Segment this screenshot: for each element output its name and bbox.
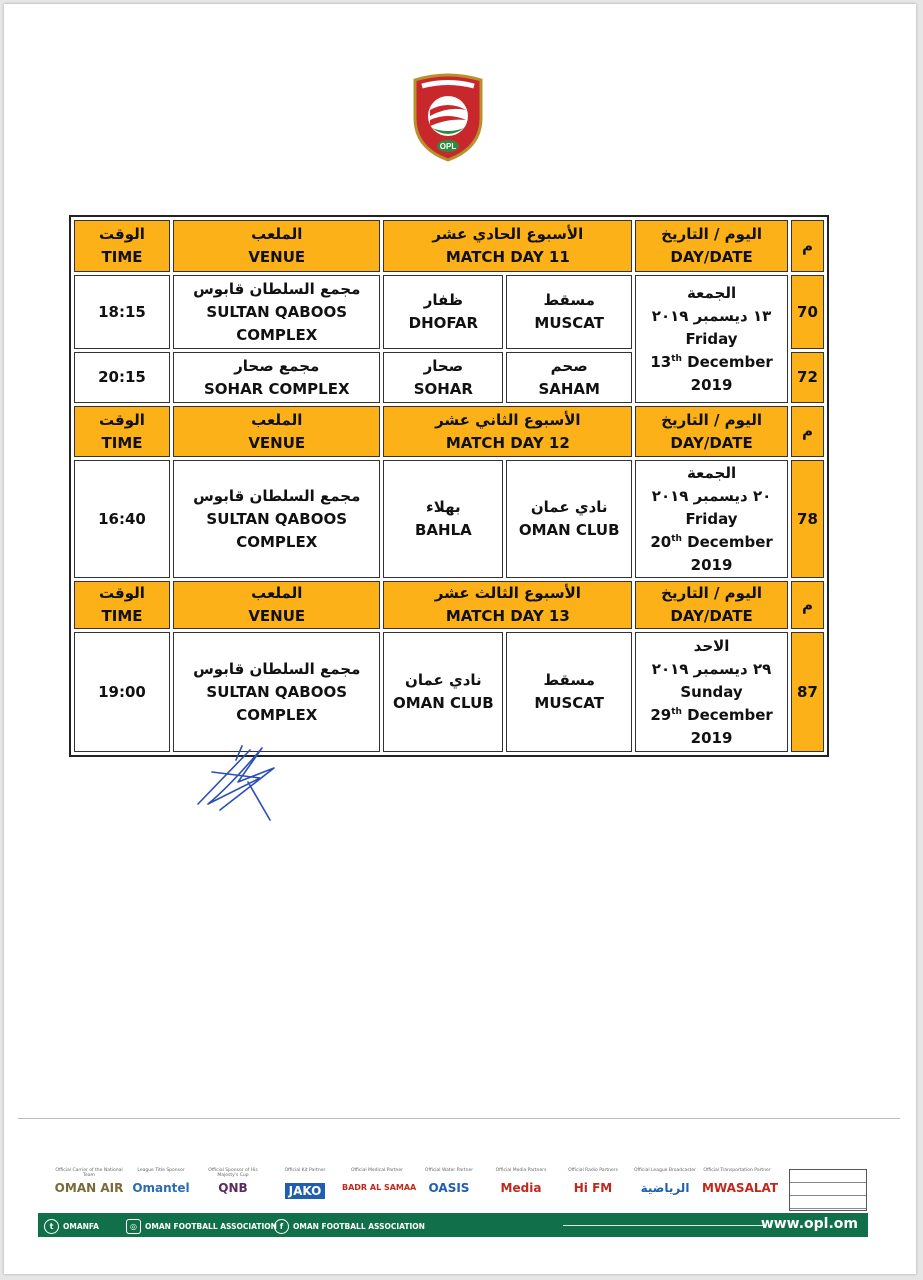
- sponsor-name: BADR AL SAMAA: [342, 1183, 417, 1192]
- venue-en: SULTAN QABOOS: [206, 302, 348, 321]
- sponsor-strip: [54, 1168, 779, 1208]
- sponsor-logo: [630, 1168, 700, 1196]
- date-year: 2019: [690, 375, 733, 394]
- match-date: [635, 460, 788, 578]
- date-header-ar: اليوم / التاريخ: [661, 410, 762, 429]
- sponsor-logo: [342, 1168, 417, 1196]
- venue-header-en: VENUE: [248, 607, 306, 625]
- venue-header: [173, 406, 380, 457]
- away-team-en: SOHAR: [413, 379, 473, 398]
- venue-ar: مجمع السلطان قابوس: [193, 279, 361, 298]
- away-team-ar: صحار: [423, 356, 464, 375]
- match-row: [74, 275, 824, 349]
- home-team-ar: مسقط: [543, 671, 595, 689]
- venue-ar: مجمع السلطان قابوس: [193, 659, 361, 678]
- twitter-link[interactable]: [44, 1219, 99, 1234]
- day-en: Sunday: [680, 682, 743, 701]
- home-team-ar: نادي عمان: [530, 498, 608, 516]
- date-sup: th: [671, 353, 682, 364]
- away-team: [383, 275, 503, 349]
- date-en: [638, 704, 785, 727]
- day-ar: الجمعة: [686, 283, 737, 302]
- day-en: Friday: [685, 509, 738, 528]
- time-header: [74, 220, 170, 272]
- away-team-en: OMAN CLUB: [392, 694, 494, 712]
- venue-header-ar: الملعب: [251, 225, 303, 243]
- footer-bar: [38, 1213, 868, 1237]
- venue-ar: مجمع السلطان قابوس: [193, 486, 361, 505]
- venue-header-en: VENUE: [248, 248, 306, 266]
- match-time: 20:15: [74, 352, 170, 403]
- date-month: December: [687, 352, 773, 371]
- twitter-icon: t: [44, 1219, 59, 1234]
- sponsor-name: OASIS: [428, 1181, 470, 1195]
- venue-header-ar: الملعب: [251, 410, 303, 429]
- venue-ar: مجمع صحار: [234, 356, 320, 375]
- time-header: [74, 581, 170, 629]
- sponsor-logo: [414, 1168, 484, 1196]
- matchday-header: [383, 406, 632, 457]
- num-header: م: [791, 406, 824, 457]
- time-header-ar: الوقت: [99, 584, 145, 602]
- sponsor-caption: Official Medical Partner: [350, 1168, 404, 1173]
- match-number: 78: [791, 460, 824, 578]
- away-team: [383, 352, 503, 403]
- home-team-ar: مسقط: [543, 291, 595, 309]
- date-day: 20: [650, 532, 672, 551]
- sponsor-name: Hi FM: [573, 1181, 613, 1195]
- sponsor-caption: Official Sponsor of His Majesty's Cup: [208, 1168, 258, 1178]
- venue-header-ar: الملعب: [251, 584, 303, 602]
- time-header-en: TIME: [101, 433, 143, 452]
- sponsor-caption: Official Kit Partner: [284, 1168, 326, 1173]
- match-venue: [173, 352, 380, 403]
- website-link[interactable]: www.opl.om: [760, 1216, 858, 1232]
- facebook-handle: OMAN FOOTBALL ASSOCIATION: [293, 1222, 425, 1231]
- venue-en: SULTAN QABOOS: [206, 682, 348, 701]
- away-team: [383, 632, 503, 752]
- home-team-en: OMAN CLUB: [518, 521, 620, 539]
- document-page: [4, 4, 916, 1274]
- sponsor-caption: Official Water Partner: [424, 1168, 474, 1173]
- date-ar: ٢٠ ديسمبر ٢٠١٩: [651, 486, 772, 505]
- sponsor-name: JAKO: [285, 1183, 326, 1199]
- sponsor-name: OMAN AIR: [54, 1181, 124, 1195]
- signature: [190, 742, 290, 822]
- date-ar: ١٣ ديسمبر ٢٠١٩: [651, 306, 772, 325]
- instagram-icon: ◎: [126, 1219, 141, 1234]
- footer-line: [563, 1225, 763, 1226]
- venue-header: [173, 220, 380, 272]
- matchday-header: [383, 220, 632, 272]
- venue-header: [173, 581, 380, 629]
- schedule-table: [69, 215, 829, 757]
- matchday-title-ar: الأسبوع الثالث عشر: [434, 584, 581, 602]
- sponsor-logo: [270, 1168, 340, 1199]
- sponsor-name: MWASALAT: [702, 1181, 779, 1195]
- sponsor-caption: Official Radio Partners: [568, 1168, 618, 1173]
- venue-header-en: VENUE: [248, 433, 306, 452]
- match-time: 18:15: [74, 275, 170, 349]
- date-header: [635, 220, 788, 272]
- match-venue: [173, 632, 380, 752]
- time-header-ar: الوقت: [99, 410, 145, 429]
- sponsor-caption: Official Carrier of the National Team: [55, 1168, 123, 1178]
- date-header-en: DAY/DATE: [670, 248, 753, 266]
- facebook-link[interactable]: [274, 1219, 425, 1234]
- date-header-ar: اليوم / التاريخ: [661, 225, 762, 243]
- match-date: [635, 275, 788, 403]
- day-en: Friday: [685, 329, 738, 348]
- match-row: [74, 460, 824, 578]
- stamp-box: [789, 1169, 867, 1211]
- sponsor-logo: [486, 1168, 556, 1196]
- date-en: [638, 351, 785, 374]
- away-team: [383, 460, 503, 578]
- date-year: 2019: [690, 555, 733, 574]
- match-number: 72: [791, 352, 824, 403]
- matchday-title-ar: الأسبوع الحادي عشر: [432, 225, 584, 243]
- date-sup: th: [671, 706, 682, 717]
- time-header: [74, 406, 170, 457]
- sponsor-logo: [126, 1168, 196, 1196]
- sponsor-name: Media: [500, 1181, 542, 1195]
- match-date: [635, 632, 788, 752]
- sponsor-caption: Official League Broadcaster: [633, 1168, 697, 1173]
- match-venue: [173, 460, 380, 578]
- home-team-en: MUSCAT: [534, 694, 604, 712]
- date-ar: ٢٩ ديسمبر ٢٠١٩: [651, 659, 772, 678]
- venue-en-2: COMPLEX: [236, 325, 318, 344]
- away-team-en: DHOFAR: [408, 314, 479, 332]
- match-venue: [173, 275, 380, 349]
- instagram-link[interactable]: [126, 1219, 277, 1234]
- date-header-ar: اليوم / التاريخ: [661, 584, 762, 602]
- date-month: December: [687, 532, 773, 551]
- sponsor-name: الرياضية: [640, 1181, 690, 1195]
- venue-en-2: COMPLEX: [236, 532, 318, 551]
- sponsor-caption: Official Transportation Partner: [703, 1168, 771, 1173]
- date-year: 2019: [690, 728, 733, 747]
- match-row: [74, 632, 824, 752]
- date-day: 13: [650, 352, 672, 371]
- week-header-row: [74, 406, 824, 457]
- week-header-row: [74, 220, 824, 272]
- away-team-ar: ظفار: [423, 291, 463, 309]
- home-team-ar: صحم: [550, 356, 588, 375]
- home-team: [506, 460, 632, 578]
- matchday-title-en: MATCH DAY 11: [445, 248, 570, 266]
- matchday-title-ar: الأسبوع الثاني عشر: [435, 410, 581, 429]
- sponsor-name: Omantel: [132, 1181, 190, 1195]
- twitter-handle: OMANFA: [63, 1222, 99, 1231]
- date-header: [635, 406, 788, 457]
- instagram-handle: OMAN FOOTBALL ASSOCIATION: [145, 1222, 277, 1231]
- matchday-header: [383, 581, 632, 629]
- day-ar: الجمعة: [686, 463, 737, 482]
- venue-en: SULTAN QABOOS: [206, 509, 348, 528]
- match-time: 16:40: [74, 460, 170, 578]
- home-team-en: SAHAM: [538, 379, 600, 398]
- sponsor-name: QNB: [218, 1181, 248, 1195]
- date-header: [635, 581, 788, 629]
- venue-en-2: COMPLEX: [236, 705, 318, 724]
- time-header-ar: الوقت: [99, 225, 145, 243]
- num-header: م: [791, 220, 824, 272]
- home-team: [506, 352, 632, 403]
- sponsor-caption: Official Media Partners: [495, 1168, 547, 1173]
- num-header: م: [791, 581, 824, 629]
- sponsor-logo: [702, 1168, 779, 1196]
- sponsor-caption: League Title Sponsor: [137, 1168, 185, 1173]
- date-month: December: [687, 705, 773, 724]
- time-header-en: TIME: [101, 607, 143, 625]
- matchday-title-en: MATCH DAY 12: [445, 433, 570, 452]
- date-header-en: DAY/DATE: [670, 607, 753, 625]
- time-header-en: TIME: [101, 248, 143, 266]
- opl-logo: [410, 70, 486, 162]
- facebook-icon: f: [274, 1219, 289, 1234]
- date-day: 29: [650, 705, 672, 724]
- home-team: [506, 275, 632, 349]
- away-team-ar: بهلاء: [426, 498, 461, 516]
- matchday-title-en: MATCH DAY 13: [445, 607, 570, 625]
- home-team-en: MUSCAT: [534, 314, 604, 332]
- match-number: 87: [791, 632, 824, 752]
- away-team-ar: نادي عمان: [405, 671, 482, 689]
- match-time: 19:00: [74, 632, 170, 752]
- date-en: [638, 531, 785, 554]
- match-number: 70: [791, 275, 824, 349]
- sponsor-logo: [558, 1168, 628, 1196]
- week-header-row: [74, 581, 824, 629]
- away-team-en: BAHLA: [414, 521, 472, 539]
- home-team: [506, 632, 632, 752]
- footer-divider: [18, 1118, 900, 1119]
- day-ar: الاحد: [693, 636, 730, 655]
- date-header-en: DAY/DATE: [670, 433, 753, 452]
- sponsor-logo: [54, 1168, 124, 1196]
- venue-en: SOHAR COMPLEX: [203, 379, 350, 398]
- logo-text: OPL: [439, 142, 457, 151]
- sponsor-logo: [198, 1168, 268, 1196]
- date-sup: th: [671, 533, 682, 544]
